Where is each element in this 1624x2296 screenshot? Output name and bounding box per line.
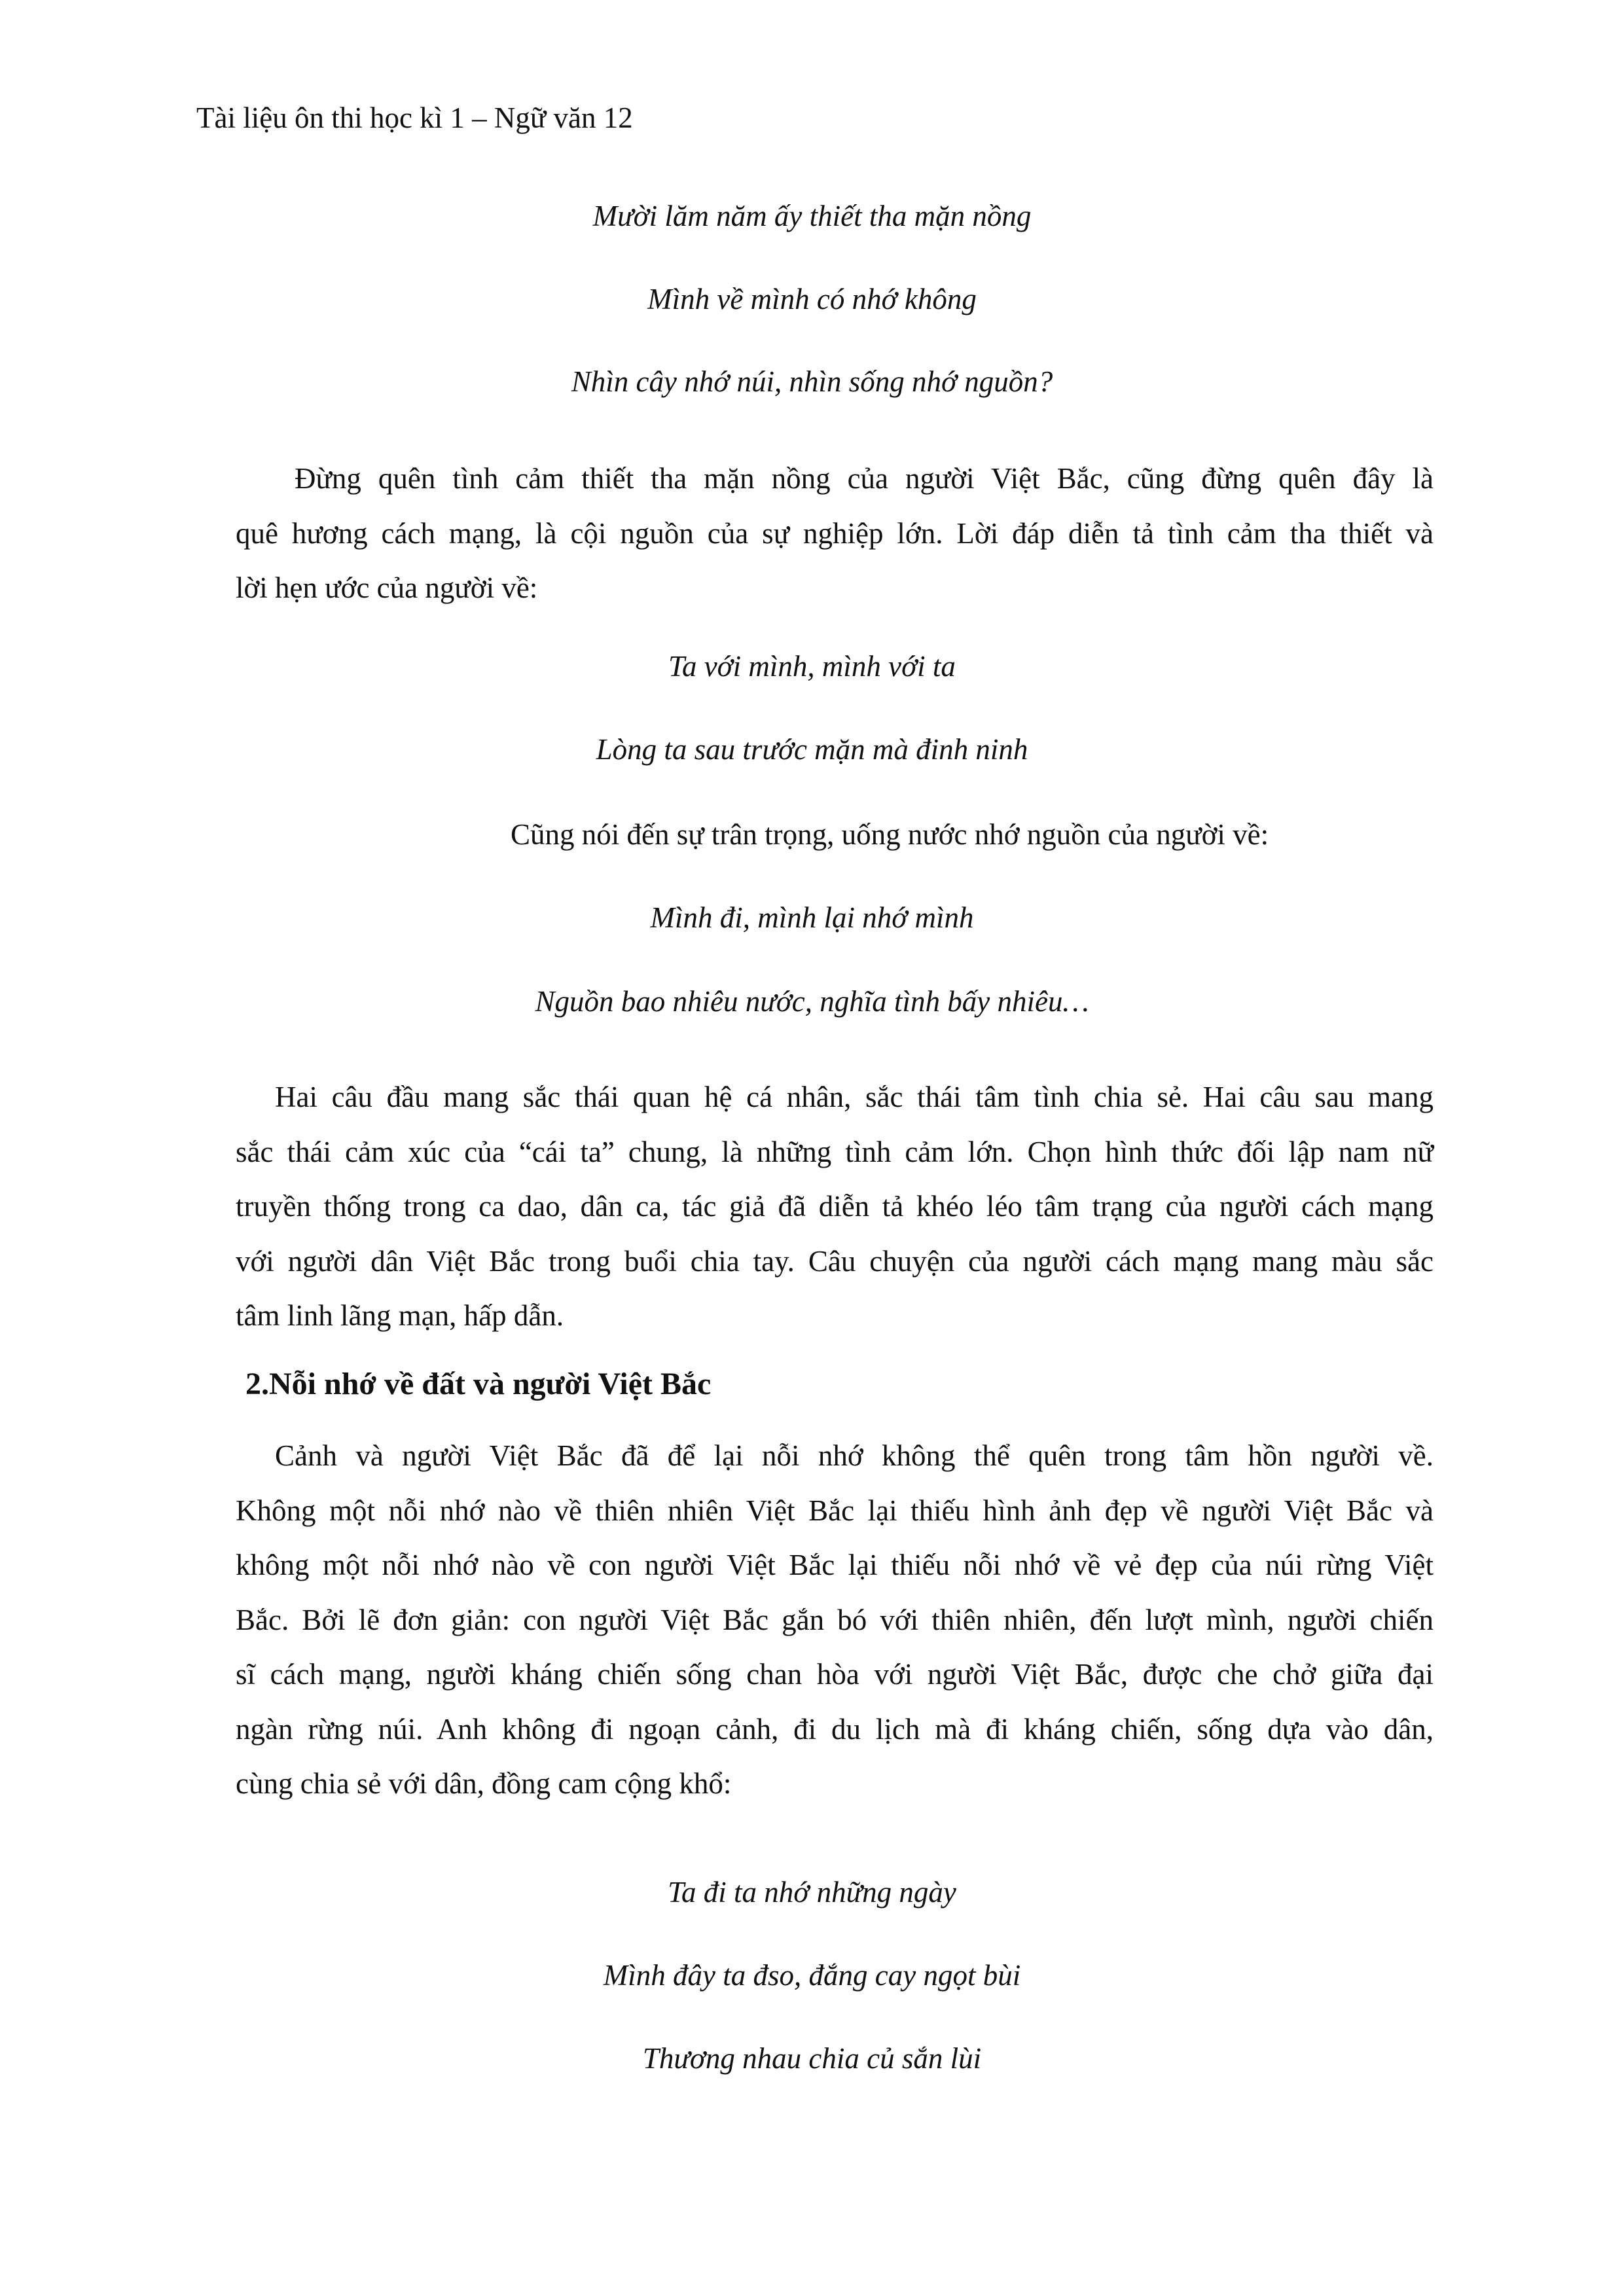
paragraph-line: quê hương cách mạng, là cội nguồn của sự nghiệp lớn. Lời đáp diễn tả tình cảm tha thiết và	[236, 516, 1434, 550]
verse-line: Mình đi, mình lại nhớ mình	[650, 901, 974, 934]
verse-line: Lòng ta sau trước mặn mà đinh ninh	[596, 733, 1028, 766]
paragraph-line: Bắc. Bởi lẽ đơn giản: con người Việt Bắc gắn bó với thiên nhiên, đến lượt mình, người chiến	[236, 1603, 1434, 1636]
paragraph-line: truyền thống trong ca dao, dân ca, tác giả đã diễn tả khéo léo tâm trạng của người cách mạng	[236, 1190, 1434, 1223]
paragraph-line: sắc thái cảm xúc của “cái ta” chung, là những tình cảm lớn. Chọn hình thức đối lập nam nữ	[236, 1135, 1434, 1168]
section-heading: 2.Nỗi nhớ về đất và người Việt Bắc	[245, 1367, 712, 1401]
verse-line: Mười lăm năm ấy thiết tha mặn nồng	[592, 200, 1032, 232]
paragraph-line: Đừng quên tình cảm thiết tha mặn nồng của người Việt Bắc, cũng đừng quên đây là	[295, 462, 1434, 495]
paragraph-line: Hai câu đầu mang sắc thái quan hệ cá nhân, sắc thái tâm tình chia sẻ. Hai câu sau mang	[275, 1081, 1434, 1113]
paragraph	[236, 452, 1434, 616]
connector-line: Cũng nói đến sự trân trọng, uống nước nhớ nguồn của người về:	[511, 818, 1269, 851]
paragraph	[236, 1070, 1434, 1344]
paragraph-line: không một nỗi nhớ nào về con người Việt Bắc lại thiếu nỗi nhớ về vẻ đẹp của núi rừng Việt	[236, 1549, 1434, 1581]
verse-line: Mình về mình có nhớ không	[647, 283, 977, 315]
paragraph-line: Không một nỗi nhớ nào về thiên nhiên Việt Bắc lại thiếu hình ảnh đẹp về người Việt Bắc và	[236, 1494, 1434, 1527]
verse-line: Ta với mình, mình với ta	[668, 650, 956, 683]
paragraph-line: Cảnh và người Việt Bắc đã để lại nỗi nhớ không thể quên trong tâm hồn người về.	[275, 1439, 1434, 1472]
paragraph-line: lời hẹn ước của người về:	[236, 571, 538, 604]
verse-line: Mình đây ta đso, đắng cay ngọt bùi	[603, 1959, 1021, 1992]
paragraph-line: sĩ cách mạng, người kháng chiến sống chan hòa với người Việt Bắc, được che chở giữa đại	[236, 1658, 1434, 1691]
paragraph	[236, 1429, 1434, 1812]
verse-line: Nhìn cây nhớ núi, nhìn sống nhớ nguồn?	[571, 365, 1053, 398]
paragraph-line: cùng chia sẻ với dân, đồng cam cộng khổ:	[236, 1767, 732, 1800]
paragraph-line: với người dân Việt Bắc trong buổi chia tay. Câu chuyện của người cách mạng mang màu sắc	[236, 1244, 1434, 1278]
verse-line: Thương nhau chia củ sắn lùi	[642, 2042, 982, 2075]
running-header: Tài liệu ôn thi học kì 1 – Ngữ văn 12	[196, 101, 633, 134]
verse-line: Nguồn bao nhiêu nước, nghĩa tình bấy nhiêu…	[535, 985, 1089, 1018]
paragraph-line: tâm linh lãng mạn, hấp dẫn.	[236, 1299, 564, 1332]
verse-line: Ta đi ta nhớ những ngày	[668, 1876, 956, 1909]
paragraph-line: ngàn rừng núi. Anh không đi ngoạn cảnh, đi du lịch mà đi kháng chiến, sống dựa vào dân,	[236, 1712, 1434, 1746]
